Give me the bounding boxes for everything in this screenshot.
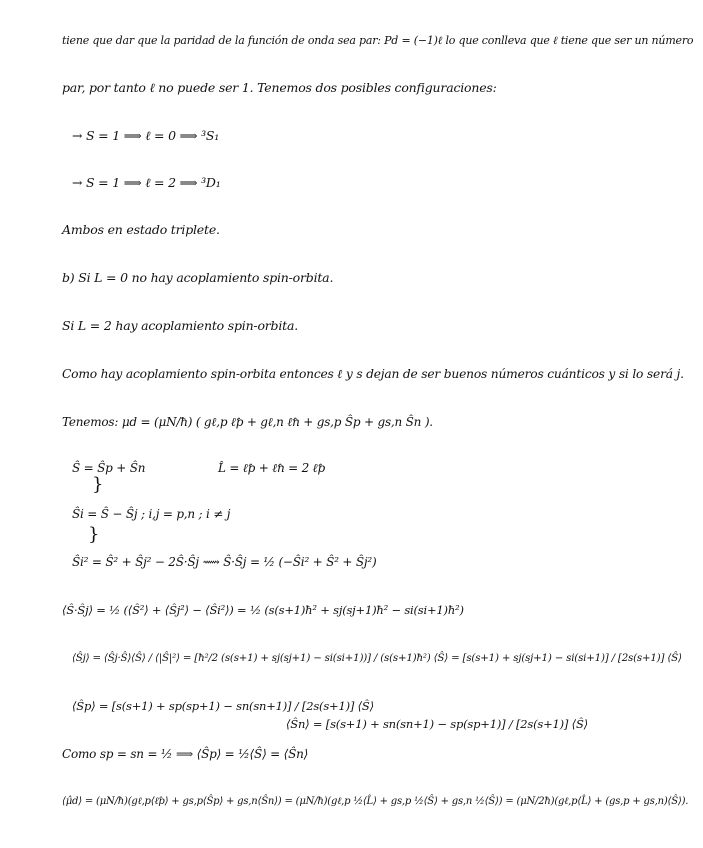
- equation-projection-sn: ⟨Ŝn⟩ = [s(s+1) + sn(sn+1) − sp(sp+1)] / [2s(s+1)] ⟨Ŝ⟩: [286, 717, 588, 731]
- text-line-quantum-numbers: Como hay acoplamiento spin-orbita entonces ℓ y s dejan de ser buenos números cuánticos y si lo será j.: [62, 367, 684, 381]
- equation-spin-difference: Ŝi = Ŝ − Ŝj ; i,j = p,n ; i ≠ j: [72, 507, 231, 521]
- config-item-3D1: → S = 1 ⟹ ℓ = 2 ⟹ ³D₁: [72, 175, 221, 190]
- equation-projection-sp: ⟨Ŝp⟩ = [s(s+1) + sp(sp+1) − sn(sn+1)] / [2s(s+1)] ⟨Ŝ⟩: [72, 699, 374, 713]
- brace-connector: }: [92, 474, 104, 495]
- equation-magnetic-moment: Tenemos: μd = (μN/ħ) ( gℓ,p ℓ̂p + gℓ,n ℓ̂n + gs,p Ŝp + gs,n Ŝn ).: [62, 415, 433, 429]
- text-line-coupling: Si L = 2 hay acoplamiento spin-orbita.: [62, 318, 299, 333]
- equation-projection-sj: ⟨Ŝj⟩ = ⟨Ŝj·Ŝ⟩⟨Ŝ⟩ / ⟨|Ŝ|²⟩ = [ħ²/2 (s(s+1) + sj(sj+1) − si(si+1))] / (s(s+1)ħ²) ⟨Ŝ⟩ = [s(s+1) + sj(sj+1) − si(si+1)] / [2s(s+1)] ⟨Ŝ⟩: [72, 652, 682, 664]
- equation-expectation-dot: ⟨Ŝ·Ŝj⟩ = ½ (⟨Ŝ²⟩ + ⟨Ŝj²⟩ − ⟨Ŝi²⟩) = ½ (s(s+1)ħ² + sj(sj+1)ħ² − si(si+1)ħ²): [62, 603, 464, 617]
- equation-total-orbital: L̂ = ℓ̂p + ℓ̂n = 2 ℓ̂p: [218, 461, 325, 475]
- config-item-3S1: → S = 1 ⟹ ℓ = 0 ⟹ ³S₁: [72, 128, 220, 143]
- text-line-configurations: par, por tanto ℓ no puede ser 1. Tenemos dos posibles configuraciones:: [62, 80, 497, 95]
- text-line-b-no-coupling: b) Si L = 0 no hay acoplamiento spin-orbita.: [62, 270, 334, 285]
- text-line-parity: tiene que dar que la paridad de la función de onda sea par: Pd = (−1)ℓ lo que conlleva que ℓ tiene que ser un número: [62, 34, 694, 47]
- brace-connector: }: [88, 524, 100, 545]
- equation-equal-spins: Como sp = sn = ½ ⟹ ⟨Ŝp⟩ = ½⟨Ŝ⟩ = ⟨Ŝn⟩: [62, 747, 309, 761]
- equation-final-moment: ⟨μ̂d⟩ = (μN/ħ)(gℓ,p⟨ℓ̂p⟩ + gs,p⟨Ŝp⟩ + gs,n⟨Ŝn⟩) = (μN/ħ)(gℓ,p ½⟨L̂⟩ + gs,p ½⟨Ŝ⟩ + gs,n ½⟨Ŝ⟩) = (μN/2ħ)(gℓ,p⟨L̂⟩ + (gs,p + gs,n)⟨Ŝ⟩).: [62, 796, 689, 807]
- text-line-triplet: Ambos en estado triplete.: [62, 222, 220, 237]
- equation-spin-square: Ŝi² = Ŝ² + Ŝj² − 2Ŝ·Ŝj ⟿ Ŝ·Ŝj = ½ (−Ŝi² + Ŝ² + Ŝj²): [72, 555, 377, 569]
- equation-total-spin: Ŝ = Ŝp + Ŝn: [72, 461, 146, 475]
